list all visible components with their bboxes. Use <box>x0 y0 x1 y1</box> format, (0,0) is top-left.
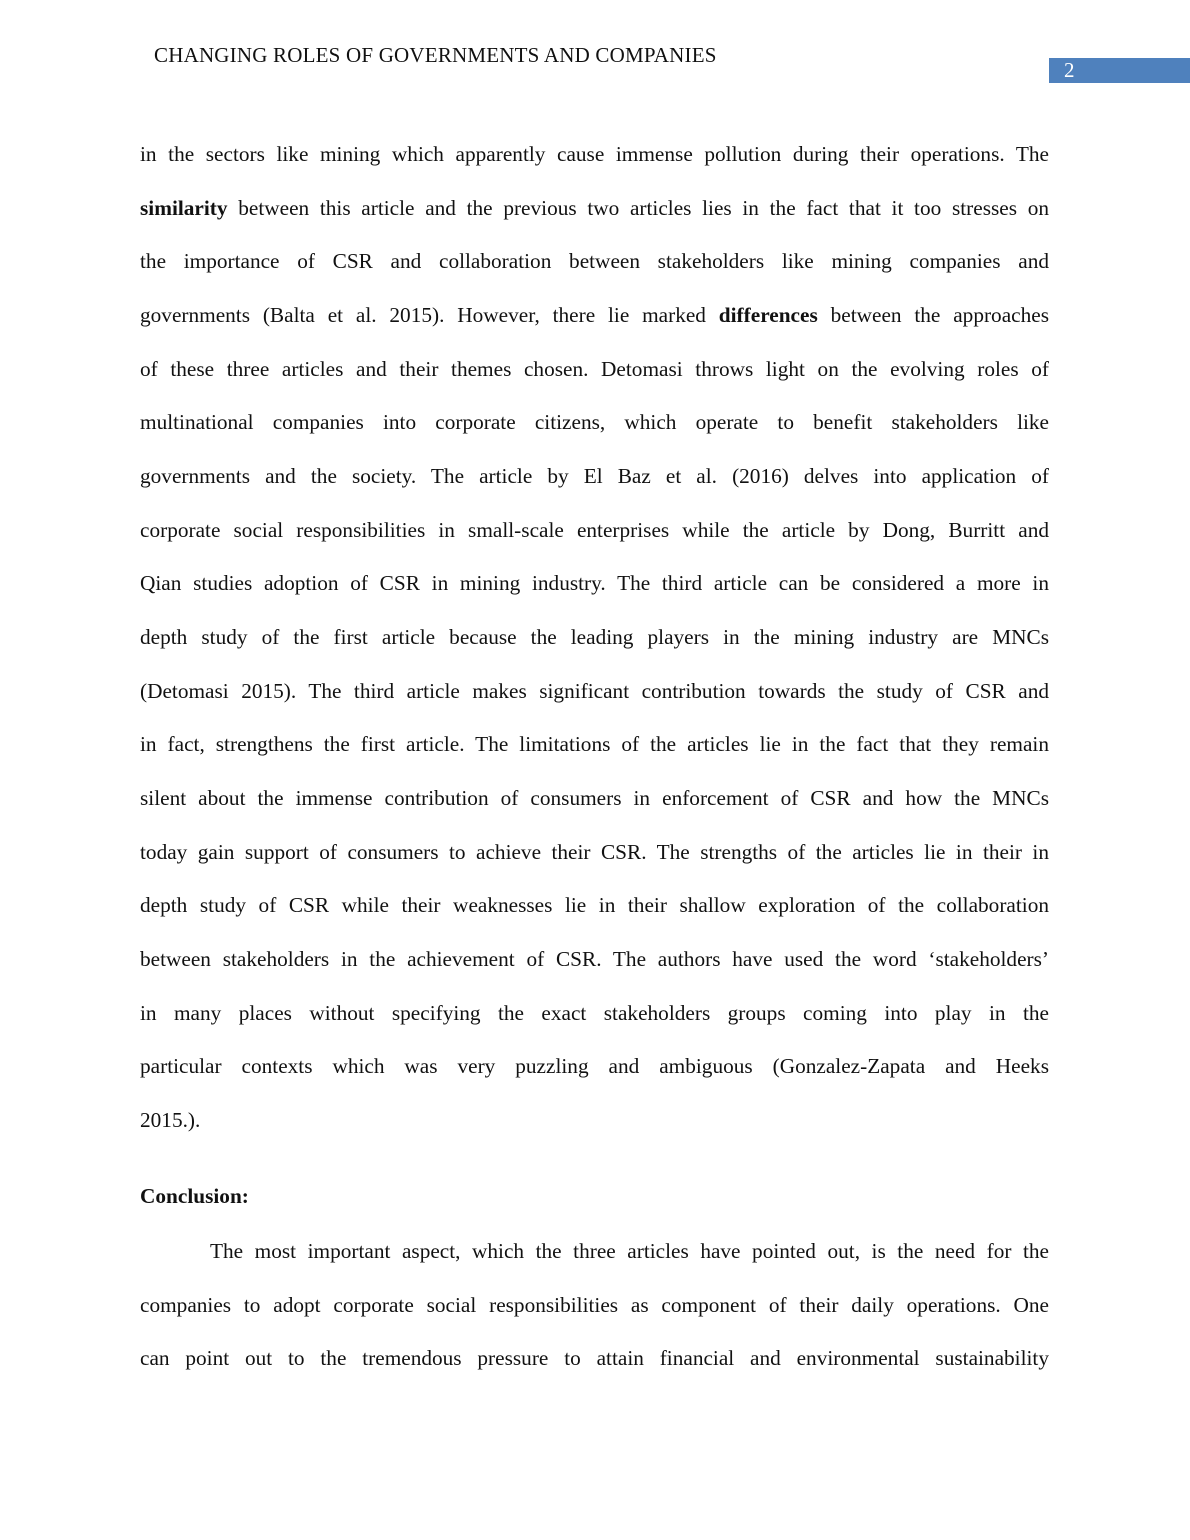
body-line <box>140 193 1049 223</box>
body-line: silent about the immense contribution of consumers in enforcement of CSR and how the MNCs <box>140 786 1049 810</box>
body-line: depth study of CSR while their weaknesses lie in their shallow exploration of the collaboration <box>140 893 1049 917</box>
body-line: of these three articles and their themes chosen. Detomasi throws light on the evolving roles of <box>140 357 1049 381</box>
body-line: The most important aspect, which the three articles have pointed out, is the need for the <box>210 1239 1049 1263</box>
body-line-text: between this article and the previous two articles lies in the fact that it too stresses on <box>227 196 1049 220</box>
body-line-text: governments (Balta et al. 2015). However, there lie marked <box>140 303 719 327</box>
body-line: 2015.). <box>140 1108 201 1132</box>
section-heading-conclusion: Conclusion: <box>140 1184 249 1208</box>
body-line: in fact, strengthens the first article. The limitations of the articles lie in the fact that they remain <box>140 732 1049 756</box>
body-line: today gain support of consumers to achieve their CSR. The strengths of the articles lie in their in <box>140 840 1049 864</box>
page-number: 2 <box>1064 58 1075 82</box>
body-line: companies to adopt corporate social responsibilities as component of their daily operations. One <box>140 1293 1049 1317</box>
body-line: depth study of the first article because the leading players in the mining industry are MNCs <box>140 625 1049 649</box>
conclusion-paragraph <box>140 1236 1049 1376</box>
body-line: in many places without specifying the exact stakeholders groups coming into play in the <box>140 1001 1049 1025</box>
body-line <box>140 300 1049 330</box>
body-line: multinational companies into corporate citizens, which operate to benefit stakeholders like <box>140 410 1049 434</box>
body-line: governments and the society. The article by El Baz et al. (2016) delves into application of <box>140 464 1049 488</box>
running-head: CHANGING ROLES OF GOVERNMENTS AND COMPANIES <box>154 43 717 67</box>
bold-term-similarity: similarity <box>140 196 228 220</box>
body-line: (Detomasi 2015). The third article makes significant contribution towards the study of CSR and <box>140 679 1049 703</box>
body-line: in the sectors like mining which apparently cause immense pollution during their operations. The <box>140 142 1049 166</box>
body-line: corporate social responsibilities in small-scale enterprises while the article by Dong, Burritt and <box>140 518 1049 542</box>
bold-term-differences: differences <box>718 303 818 327</box>
body-line: can point out to the tremendous pressure to attain financial and environmental sustainability <box>140 1346 1049 1370</box>
page-number-box <box>1049 58 1190 83</box>
body-line: between stakeholders in the achievement of CSR. The authors have used the word ‘stakeholders’ <box>140 947 1049 971</box>
body-line: particular contexts which was very puzzling and ambiguous (Gonzalez-Zapata and Heeks <box>140 1054 1049 1078</box>
body-line: Qian studies adoption of CSR in mining industry. The third article can be considered a more in <box>140 571 1049 595</box>
body-line-text: between the approaches <box>817 303 1049 327</box>
body-line: the importance of CSR and collaboration between stakeholders like mining companies and <box>140 249 1049 273</box>
body-paragraph <box>140 139 1049 1139</box>
